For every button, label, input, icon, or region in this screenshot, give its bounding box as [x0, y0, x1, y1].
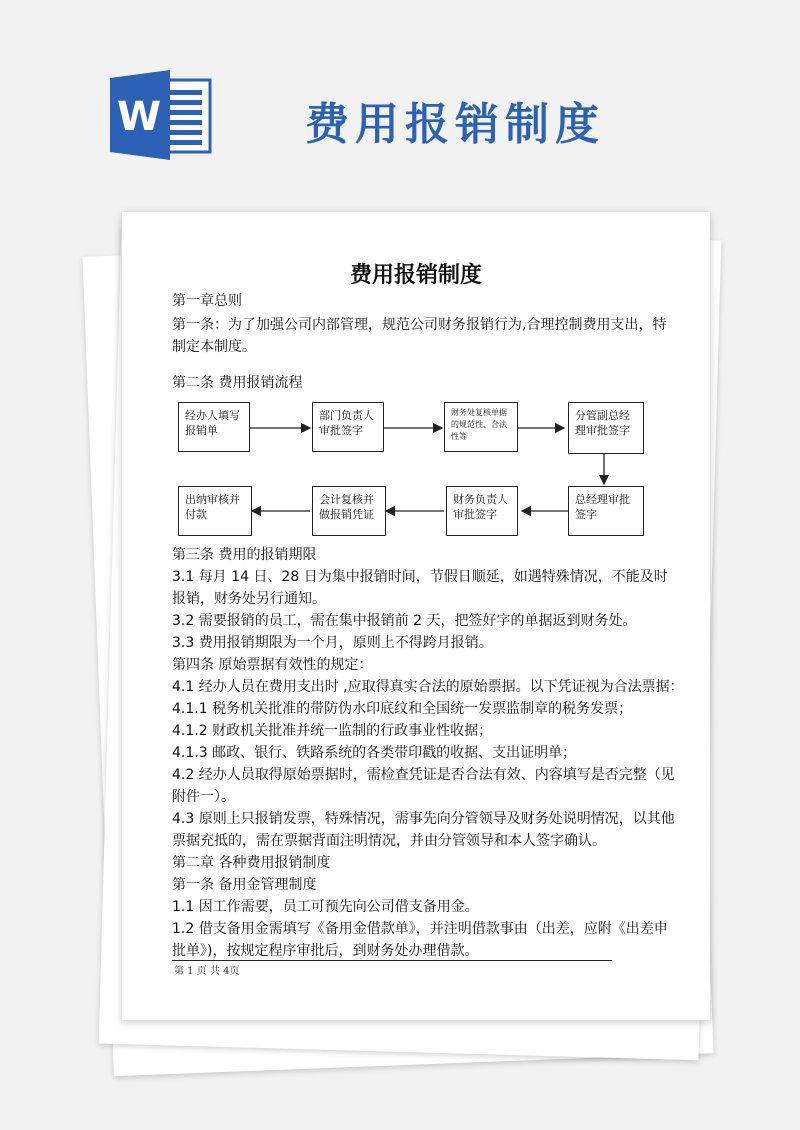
- section-heading: 第一条 备用金管理制度: [172, 877, 317, 893]
- chapter-heading: 第一章总则: [172, 293, 242, 309]
- section-heading: 第二条 费用报销流程: [172, 375, 303, 391]
- svg-text:W: W: [116, 94, 162, 140]
- paragraph-line: 制定本制度。: [172, 339, 256, 355]
- paragraph-line: 1.1 因工作需要，员工可预先向公司借支备用金。: [172, 899, 479, 915]
- paragraph-line: 3.3 费用报销期限为一个月，原则上不得跨月报销。: [172, 635, 493, 651]
- page-number: 第 1 页 共 4页: [174, 966, 240, 977]
- paragraph-line: 第一条：为了加强公司内部管理，规范公司财务报销行为,合理控制费用支出，特: [172, 317, 667, 333]
- flow-step-accountant: 会计复核并 做报销凭证: [312, 486, 386, 536]
- paragraph-line: 4.2 经办人员取得原始票据时，需检查凭证是否合法有效、内容填写是否完整（见: [172, 767, 675, 783]
- footer-divider: [172, 960, 612, 961]
- reimbursement-flowchart: [172, 402, 652, 544]
- paragraph-line: 票据充抵的，需在票据背面注明情况，并由分管领导和本人签字确认。: [172, 833, 606, 849]
- paragraph-line: 4.1.3 邮政、银行、铁路系统的各类带印戳的收据、支出证明单；: [172, 745, 577, 761]
- paragraph-line: 1.2 借支备用金需填写《备用金借款单》，并注明借款事由（出差，应附《出差申: [172, 921, 668, 937]
- paragraph-line: 附件一）。: [172, 789, 235, 805]
- paragraph-line: 批单》)，按规定程序审批后，到财务处办理借款。: [172, 943, 479, 959]
- paragraph-line: 4.1 经办人员在费用支出时 ,应取得真实合法的原始票据。以下凭证视为合法票据：: [172, 679, 684, 695]
- paragraph-line: 报销，财务处另行通知。: [172, 591, 326, 607]
- flow-step-finance-review: 财务处复核单据 的规范性、合法 性等: [444, 402, 518, 452]
- flow-step-gm: 总经理审批 签字: [568, 486, 644, 536]
- paragraph-line: 4.1.1 税务机关批准的带防伪水印底纹和全国统一发票监制章的税务发票；: [172, 701, 633, 717]
- flow-step-finance-head: 财务负责人 审批签字: [446, 486, 518, 536]
- flow-step-department-head: 部门负责人 审批签字: [312, 402, 384, 452]
- document-page: [122, 212, 710, 1020]
- flow-step-cashier: 出纳审核并 付款: [178, 486, 252, 536]
- chapter-heading: 第二章 各种费用报销制度: [172, 855, 331, 871]
- paragraph-line: 4.1.2 财政机关批准并统一监制的行政事业性收据；: [172, 723, 493, 739]
- flow-step-applicant: 经办人填写 报销单: [178, 402, 250, 452]
- document-title: 费用报销制度: [349, 263, 482, 288]
- flow-step-deputy-gm: 分管副总经 理审批签字: [568, 402, 644, 454]
- paragraph-line: 3.1 每月 14 日、28 日为集中报销时间，节假日顺延，如遇特殊情况，不能及时: [172, 569, 668, 585]
- section-heading: 第三条 费用的报销期限: [172, 547, 317, 563]
- word-icon: [110, 70, 214, 160]
- banner: [0, 0, 800, 200]
- banner-title: 费用报销制度: [305, 99, 605, 150]
- paragraph-line: 4.3 原则上只报销发票，特殊情况，需事先向分管领导及财务处说明情况，以其他: [172, 811, 675, 827]
- paragraph-line: 3.2 需要报销的员工，需在集中报销前 2 天，把签好字的单据返到财务处。: [172, 613, 637, 629]
- section-heading: 第四条 原始票据有效性的规定：: [172, 657, 373, 673]
